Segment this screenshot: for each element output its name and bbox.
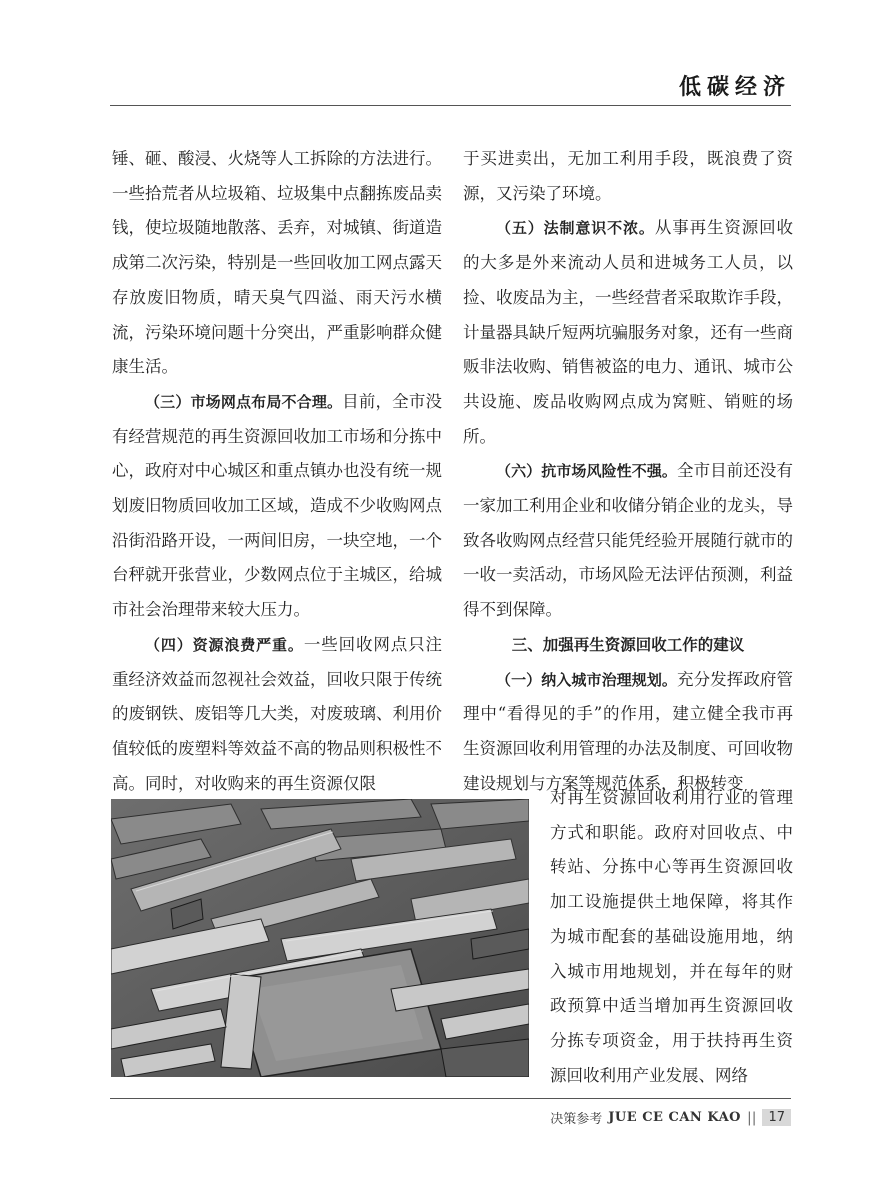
paragraph xyxy=(112,385,442,628)
footer-separator: || xyxy=(747,1109,757,1126)
footer-divider xyxy=(110,1098,791,1099)
subheading: （五）法制意识不浓。 xyxy=(496,219,655,238)
page-number: 17 xyxy=(762,1109,791,1126)
paragraph-text: 一些回收网点只注重经济效益而忽视社会效益，回收只限于传统的废钢铁、废铝等几大类，对废玻璃、利用价值较低的废塑料等效益不高的物品则积极性不高。同时，对收购来的再生资源仅限 xyxy=(112,634,442,793)
section-heading: 三、加强再生资源回收工作的建议 xyxy=(511,635,745,654)
column-wrap xyxy=(550,781,793,1093)
scrap-metal-illustration xyxy=(111,799,529,1077)
paragraph-text: 目前，全市没有经营规范的再生资源回收加工市场和分拣中心，政府对中心城区和重点镇办也没有统一规划废旧物质回收加工区域，造成不少收购网点沿街沿路开设，一两间旧房，一块空地，一个台秤就开张营业，少数网点位于主城区，给城市社会治理带来较大压力。 xyxy=(112,391,443,620)
subheading: （三）市场网点布局不合理。 xyxy=(145,392,343,411)
paragraph xyxy=(463,211,793,454)
paragraph: 于买进卖出，无加工利用手段，既浪费了资源，又污染了环境。 xyxy=(463,149,793,203)
paragraph-text: 从事再生资源回收的大多是外来流动人员和进城务工人员，以捡、收废品为主，一些经营者采取欺诈手段，计量器具缺斤短两坑骗服务对象，还有一些商贩非法收购、销售被盗的电力、通讯、城市公共设施、废品收购网点成为窝赃、销赃的场所。 xyxy=(463,218,793,446)
paragraph xyxy=(463,454,793,628)
header-divider xyxy=(110,105,791,106)
paragraph-text: 全市目前还没有一家加工利用企业和收储分销企业的龙头，导致各收购网点经营只能凭经验开展随行就市的一收一卖活动，市场风险无法评估预测，利益得不到保障。 xyxy=(463,461,793,620)
paragraph-text: 充分发挥政府管理中“看得见的手”的作用，建立健全我市再生资源回收利用管理的办法及制度、可回收物建设规划与方案等规范体系，积极转变 xyxy=(463,669,793,793)
page-footer xyxy=(550,1108,791,1127)
journal-name-en: JUE CE CAN KAO xyxy=(608,1110,742,1125)
paragraph: 对再生资源回收利用行业的管理方式和职能。政府对回收点、中转站、分拣中心等再生资源回收加工设施提供土地保障，将其作为城市配套的基础设施用地，纳入城市用地规划，并在每年的财政预算中适当增加再生资源回收分拣专项资金，用于扶持再生资源回收利用产业发展、网络 xyxy=(550,788,793,1085)
scrap-metal-photo xyxy=(111,799,529,1077)
subheading: （六）抗市场风险性不强。 xyxy=(496,462,677,481)
section-title: 低碳经济 xyxy=(678,75,791,100)
subheading: （一）纳入城市治理规划。 xyxy=(496,670,677,689)
paragraph: 锤、砸、酸浸、火烧等人工拆除的方法进行。一些拾荒者从垃圾箱、垃圾集中点翻拣废品卖钱，使垃圾随地散落、丢弃，对城镇、街道造成第二次污染，特别是一些回收加工网点露天存放废旧物质，晴天臭气四溢、雨天污水横流，污染环境问题十分突出，严重影响群众健康生活。 xyxy=(112,149,442,377)
column-right xyxy=(463,142,793,801)
column-left xyxy=(112,142,442,801)
journal-name-cn: 决策参考 xyxy=(550,1112,603,1127)
paragraph xyxy=(112,628,442,802)
subheading: （四）资源浪费严重。 xyxy=(145,635,304,654)
